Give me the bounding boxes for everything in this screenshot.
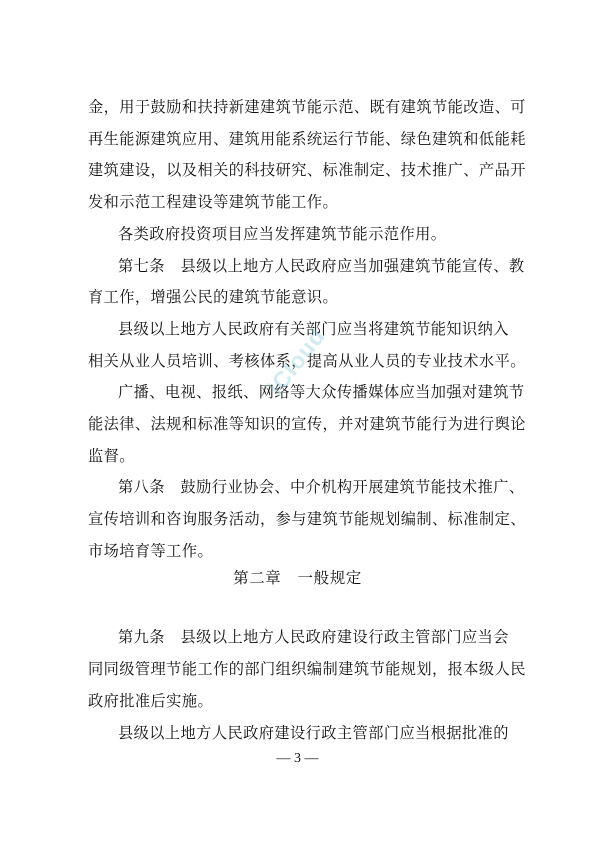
- body-line-10: 广播、电视、报纸、网络等大众传播媒体应当加强对建筑节: [118, 383, 525, 401]
- body-line-12: 监督。: [88, 447, 135, 465]
- page-number: — 3 —: [276, 751, 319, 766]
- article-9-line-4: 县级以上地方人民政府建设行政主管部门应当根据批准的: [118, 724, 509, 742]
- watermark: iCloud: [262, 322, 331, 401]
- article-9-line-2: 同同级管理节能工作的部门组织编制建筑节能规划，报本级人民: [88, 660, 526, 678]
- article-8-line-2: 宣传培训和咨询服务活动，参与建筑节能规划编制、标准制定、: [88, 510, 526, 528]
- article-8-line-1: 第八条 鼓励行业协会、中介机构开展建筑节能技术推广、: [118, 478, 525, 496]
- body-line-2: 再生能源建筑应用、建筑用能系统运行节能、绿色建筑和低能耗: [88, 130, 526, 148]
- body-line-5: 各类政府投资项目应当发挥建筑节能示范作用。: [118, 225, 447, 243]
- article-9-line-3: 政府批准后实施。: [88, 692, 214, 710]
- chapter-heading: 第二章 一般规定: [233, 569, 362, 587]
- article-8-line-3: 市场培育等工作。: [88, 542, 214, 560]
- article-9-line-1: 第九条 县级以上地方人民政府建设行政主管部门应当会: [118, 628, 509, 646]
- body-line-3: 建筑建设，以及相关的科技研究、标准制定、技术推广、产品开: [88, 161, 526, 179]
- body-line-8: 县级以上地方人民政府有关部门应当将建筑节能知识纳入: [118, 320, 509, 338]
- body-line-9: 相关从业人员培训、考核体系，提高从业人员的专业技术水平。: [88, 352, 526, 370]
- article-7-line-1: 第七条 县级以上地方人民政府应当加强建筑节能宣传、教: [118, 257, 525, 275]
- body-line-11: 能法律、法规和标准等知识的宣传，并对建筑节能行为进行舆论: [88, 415, 526, 433]
- body-line-4: 发和示范工程建设等建筑节能工作。: [88, 193, 339, 211]
- body-line-1: 金，用于鼓励和扶持新建建筑节能示范、既有建筑节能改造、可: [88, 98, 526, 116]
- article-7-line-2: 育工作，增强公民的建筑节能意识。: [88, 288, 339, 306]
